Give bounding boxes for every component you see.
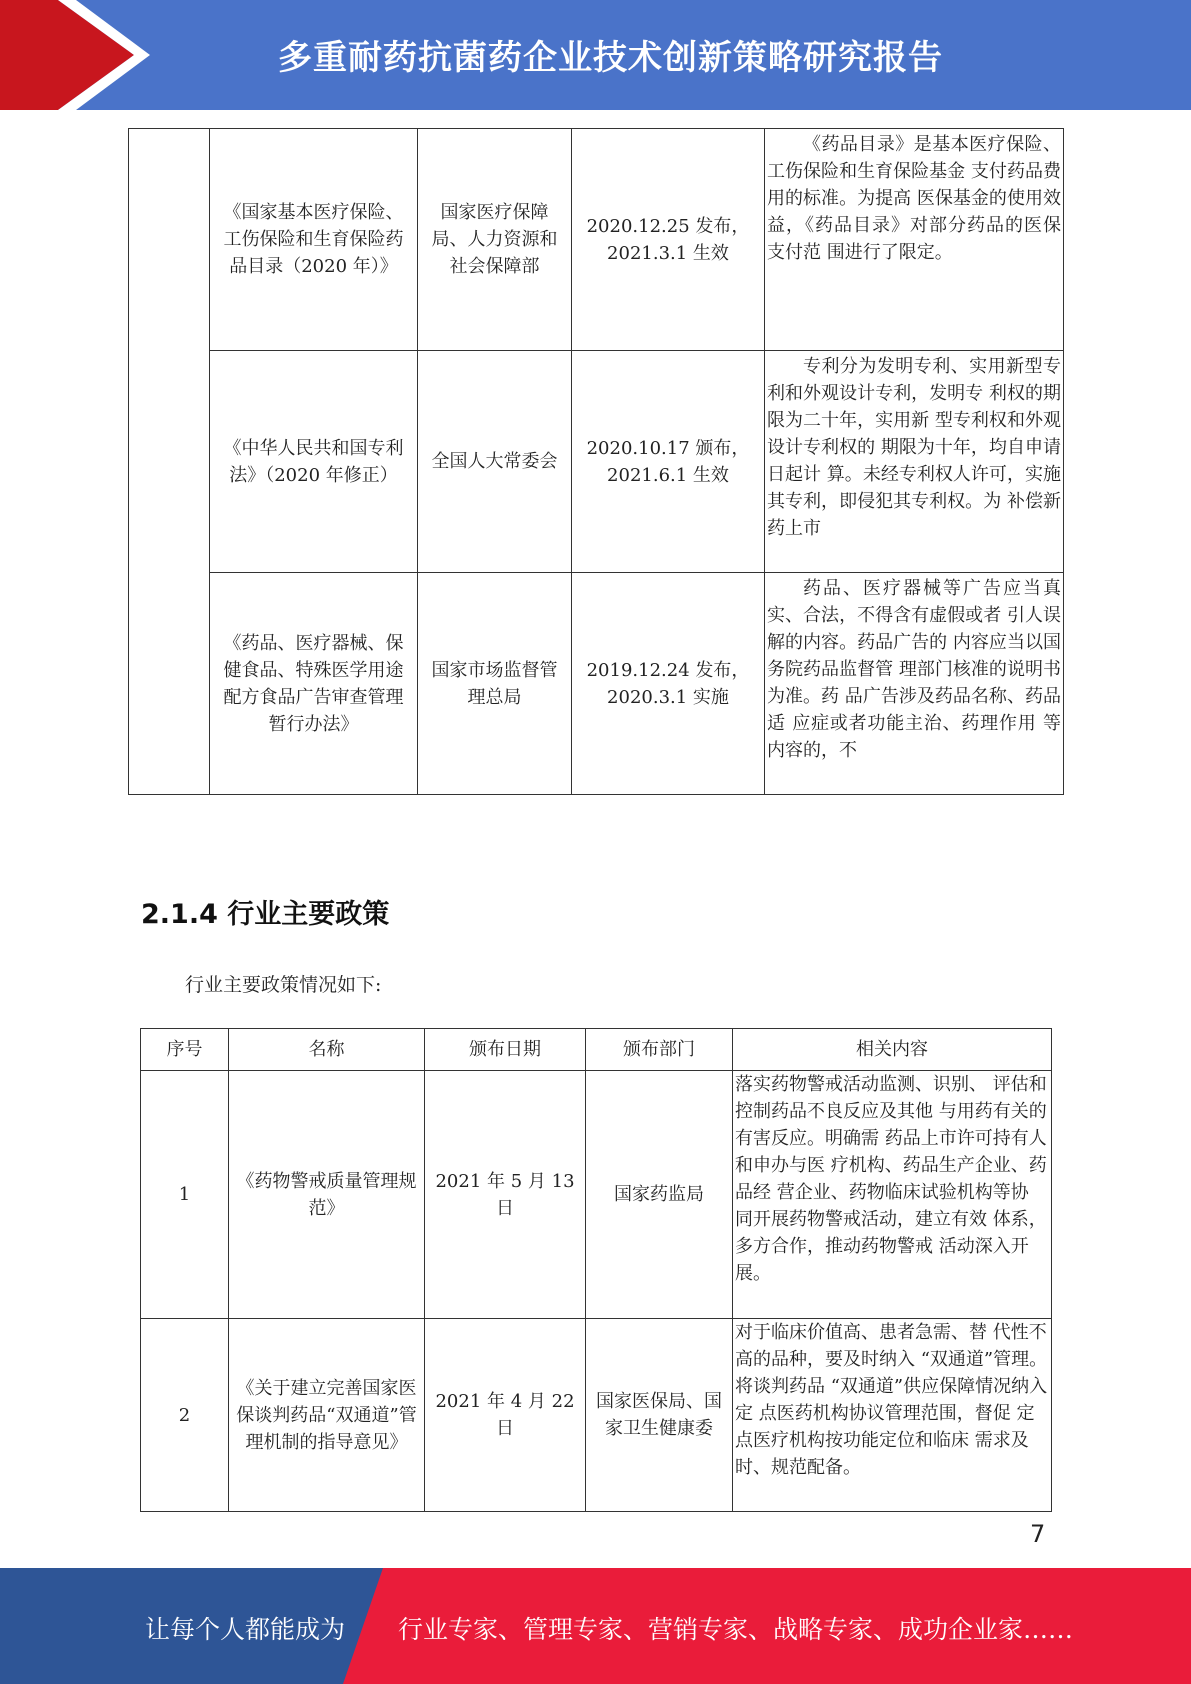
- issue-date: 2021 年 5 月 13 日: [425, 1071, 586, 1319]
- policy-content: 对于临床价值高、患者急需、替 代性不高的品种，要及时纳入 “双通道”管理。将谈判药品 “双通道”供应保障情况纳入定 点医药机构协议管理范围，督促 定点医疗机构按功能定位和临床 需求及时、规范配备。: [733, 1319, 1052, 1512]
- law-name: 《药品、医疗器械、保健食品、特殊医学用途配方食品广告审查管理暂行办法》: [210, 573, 418, 795]
- page-header: [0, 0, 1191, 110]
- page-number: 7: [1030, 1520, 1046, 1548]
- table-row: [129, 129, 1064, 351]
- industry-policy-table: [140, 1028, 1052, 1512]
- issuing-dept: 国家医疗保障局、人力资源和社会保障部: [418, 129, 572, 351]
- footer-slogan-left: 让每个人都能成为: [145, 1615, 346, 1644]
- merged-category-cell: [129, 129, 210, 795]
- law-content: 专利分为发明专利、实用新型专利和外观设计专利，发明专 利权的期限为二十年，实用新 型专利权和外观设计专利权的 期限为十年，均自申请日起计 算。未经专利权人许可，实施 其专利，即侵犯其专利权。为 补偿新药上市: [765, 351, 1064, 573]
- section-intro: 行业主要政策情况如下:: [185, 974, 382, 996]
- issue-date: 2020.12.25 发布，2021.3.1 生效: [572, 129, 765, 351]
- table-row: [141, 1319, 1052, 1512]
- law-name: 《中华人民共和国专利法》（2020 年修正）: [210, 351, 418, 573]
- issue-date: 2019.12.24 发布，2020.3.1 实施: [572, 573, 765, 795]
- policy-table-continued: [128, 128, 1064, 795]
- policy-name: 《药物警戒质量管理规范》: [229, 1071, 425, 1319]
- row-no: 1: [141, 1071, 229, 1319]
- issuing-dept: 全国人大常委会: [418, 351, 572, 573]
- issuing-dept: 国家药监局: [586, 1071, 733, 1319]
- footer-slogan-right: 行业专家、管理专家、营销专家、战略专家、成功企业家……: [398, 1615, 1074, 1644]
- issue-date: 2021 年 4 月 22 日: [425, 1319, 586, 1512]
- header-no: 序号: [141, 1029, 229, 1071]
- header-content: 相关内容: [733, 1029, 1052, 1071]
- row-no: 2: [141, 1319, 229, 1512]
- table-row: [129, 573, 1064, 795]
- header-dept: 颁布部门: [586, 1029, 733, 1071]
- issuing-dept: 国家市场监督管理总局: [418, 573, 572, 795]
- header-name: 名称: [229, 1029, 425, 1071]
- policy-content: 落实药物警戒活动监测、识别、 评估和控制药品不良反应及其他 与用药有关的有害反应。明确需 药品上市许可持有人和申办与医 疗机构、药品生产企业、药品经 营企业、药物临床试验机构等协 同开展药物警戒活动，建立有效 体系，多方合作，推动药物警戒 活动深入开展。: [733, 1071, 1052, 1319]
- policy-name: 《关于建立完善国家医保谈判药品“双通道”管理机制的指导意见》: [229, 1319, 425, 1512]
- section-heading: 2.1.4 行业主要政策: [141, 899, 390, 930]
- issue-date: 2020.10.17 颁布，2021.6.1 生效: [572, 351, 765, 573]
- law-content: 《药品目录》是基本医疗保险、工伤保险和生育保险基金 支付药品费用的标准。为提高 医保基金的使用效益，《药品目录》对部分药品的医保支付范 围进行了限定。: [765, 129, 1064, 351]
- table-row: [129, 351, 1064, 573]
- issuing-dept: 国家医保局、国家卫生健康委: [586, 1319, 733, 1512]
- table-header-row: [141, 1029, 1052, 1071]
- law-name: 《国家基本医疗保险、工伤保险和生育保险药品目录（2020 年）》: [210, 129, 418, 351]
- law-content: 药品、医疗器械等广告应当真实、合法，不得含有虚假或者 引人误解的内容。药品广告的 内容应当以国务院药品监督管 理部门核准的说明书为准。药 品广告涉及药品名称、药品适 应症或者功能主治、药理作用 等内容的，不: [765, 573, 1064, 795]
- report-title: 多重耐药抗菌药企业技术创新策略研究报告: [278, 38, 943, 78]
- header-date: 颁布日期: [425, 1029, 586, 1071]
- table-row: [141, 1071, 1052, 1319]
